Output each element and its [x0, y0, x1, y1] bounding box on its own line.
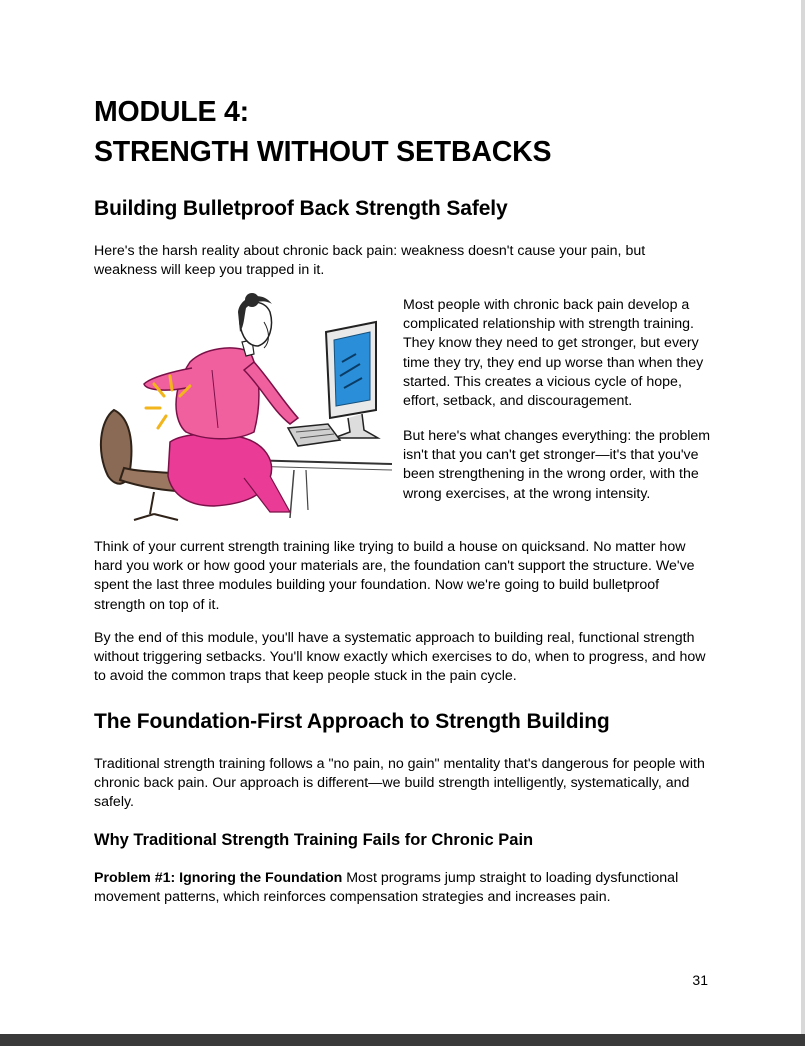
side-paragraph-relationship: Most people with chronic back pain develop a complicated relationship with strength training. They know they need to get stronger, but every time they try, they end up worse than when they started. This creates a vicious cycle of hope, effort, setback, and discouragement.	[403, 297, 704, 410]
problem-1-text: Most programs jump straight to loading dysfunctional movement patterns, which reinforces compensation strategies and increases pain.	[94, 870, 679, 906]
viewer-bottom-bar	[0, 1034, 805, 1046]
module-title-line2: STRENGTH WITHOUT SETBACKS	[94, 136, 552, 168]
section-heading-foundation-first: The Foundation-First Approach to Strength Building	[94, 710, 610, 733]
module-title-line1: MODULE 4:	[94, 96, 249, 128]
end-of-module-paragraph: By the end of this module, you'll have a systematic approach to building real, functional strength without triggering setbacks. You'll know exactly which exercises to do, when to progress, and how to avoid the common traps that keep people stuck in the pain cycle.	[94, 630, 706, 685]
back-pain-illustration	[94, 292, 394, 524]
module-title	[94, 92, 709, 172]
traditional-training-paragraph: Traditional strength training follows a "no pain, no gain" mentality that's dangerous for people with chronic back pain. Our approach is different—we build strength intelligently, systematically, and safely.	[94, 756, 705, 811]
subheading-why-traditional-fails: Why Traditional Strength Training Fails for Chronic Pain	[94, 831, 534, 849]
problem-1-paragraph	[94, 869, 709, 907]
side-paragraph-changes: But here's what changes everything: the problem isn't that you can't get stronger—it's that you've been strengthening in the wrong order, with the wrong exercises, at the wrong intensity.	[403, 428, 711, 502]
intro-paragraph: Here's the harsh reality about chronic back pain: weakness doesn't cause your pain, but weakness will keep you trapped in it.	[94, 243, 646, 279]
quicksand-paragraph: Think of your current strength training like trying to build a house on quicksand. No matter how hard you work or how good your materials are, the foundation can't support the structure. We've spent the last three modules building your foundation. Now we're going to build bulletproof strength on top of it.	[94, 539, 695, 613]
problem-1-label: Problem #1: Ignoring the Foundation	[94, 870, 343, 886]
page-edge-shadow	[801, 0, 805, 1034]
page-number: 31	[692, 972, 708, 988]
woman-back-pain-icon	[94, 292, 394, 524]
section-heading-building: Building Bulletproof Back Strength Safely	[94, 197, 508, 220]
